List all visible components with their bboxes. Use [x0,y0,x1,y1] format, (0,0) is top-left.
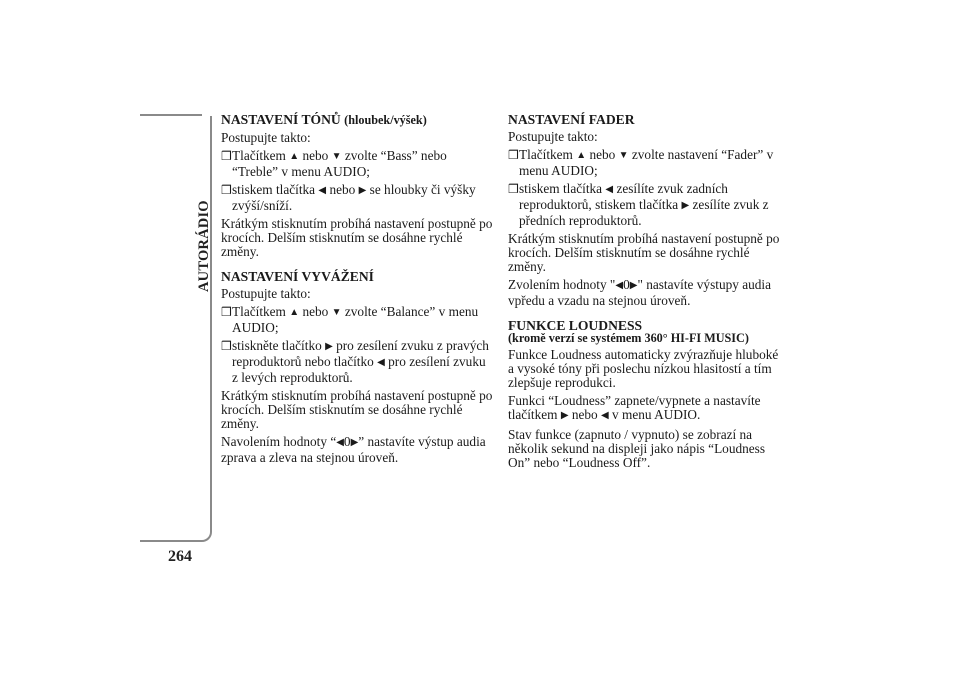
intro-text: Postupujte takto: [508,129,598,144]
checkbox-bullet-icon: ❒ [508,148,519,162]
checkbox-bullet-icon: ❒ [508,182,519,196]
checkbox-bullet-icon: ❒ [221,149,232,163]
section-title-loudness: FUNKCE LOUDNESS [508,318,643,333]
left-column [221,112,493,469]
body-paragraph: Navolením hodnoty “◀0▶” nastavíte výstup audia zprava a zleva na stejnou úroveň. [221,434,486,465]
checkbox-bullet-icon: ❒ [221,339,232,353]
down-arrow-icon: ▼ [331,307,342,318]
up-arrow-icon: ▲ [289,307,300,318]
left-arrow-icon: ◀ [377,357,385,368]
body-paragraph: Krátkým stisknutím probíhá nastavení postupně po krocích. Delším stisknutím se dosáhne rychlé změny. [508,231,780,274]
right-arrow-icon: ▶ [350,437,359,448]
left-arrow-icon: ◀ [318,185,327,196]
side-tab-border [140,116,212,542]
section-title-tone: NASTAVENÍ TÓNŮ (hloubek/výšek) [221,112,427,127]
body-paragraph: Zvolením hodnoty "◀0▶" nastavíte výstupy audia vpředu a vzadu na stejnou úroveň. [508,277,772,308]
right-arrow-icon: ▶ [681,200,690,211]
right-arrow-icon: ▶ [358,185,367,196]
up-arrow-icon: ▲ [289,151,300,162]
list-item: ❒ stiskněte tlačítko ▶ pro zesílení zvuku z pravých reproduktorů nebo tlačítko ◀ pro zesílení zvuku z levých reproduktorů. [221,338,489,385]
right-column [508,112,780,474]
left-arrow-icon: ◀ [615,280,624,291]
intro-text: Postupujte takto: [221,286,311,301]
left-arrow-icon: ◀ [601,410,609,421]
page-number: 264 [168,548,192,565]
list-item: ❒ Tlačítkem ▲ nebo ▼ zvolte nastavení “Fader” v menu AUDIO; [508,147,774,178]
checkbox-bullet-icon: ❒ [221,305,232,319]
right-arrow-icon: ▶ [629,280,638,291]
section-title-balance: NASTAVENÍ VYVÁŽENÍ [221,269,374,284]
body-paragraph: Stav funkce (zapnuto / vypnuto) se zobrazí na několik sekund na displeji jako nápis “Loudness On” nebo “Loudness Off”. [508,427,766,470]
section-title-fader: NASTAVENÍ FADER [508,112,635,127]
list-item: ❒ stiskem tlačítka ◀ zesílíte zvuk zadních reproduktorů, stiskem tlačítka ▶ zesílíte zvuk z předních reproduktorů. [508,181,769,228]
section-subtitle: (kromě verzí se systémem 360° HI-FI MUSIC) [508,331,749,345]
list-item: ❒ Tlačítkem ▲ nebo ▼ zvolte “Bass” nebo “Treble” v menu AUDIO; [221,148,447,179]
up-arrow-icon: ▲ [576,150,587,161]
body-paragraph: Funkce Loudness automaticky zvýrazňuje hluboké a vysoké tóny při poslechu nízkou hlasitostí a tím zlepšuje reprodukci. [508,347,779,390]
right-arrow-icon: ▶ [325,341,333,352]
list-item: ❒ Tlačítkem ▲ nebo ▼ zvolte “Balance” v menu AUDIO; [221,304,479,335]
down-arrow-icon: ▼ [331,151,342,162]
chapter-label: AUTORÁDIO [196,200,212,292]
list-item: ❒ stiskem tlačítka ◀ nebo ▶ se hloubky či výšky zvýší/sníží. [221,182,476,213]
body-paragraph: Funkci “Loudness” zapnete/vypnete a nastavíte tlačítkem ▶ nebo ◀ v menu AUDIO. [508,393,761,422]
right-arrow-icon: ▶ [560,410,569,421]
down-arrow-icon: ▼ [618,150,629,161]
body-paragraph: Krátkým stisknutím probíhá nastavení postupně po krocích. Delším stisknutím se dosáhne rychlé změny. [221,216,493,259]
body-paragraph: Krátkým stisknutím probíhá nastavení postupně po krocích. Delším stisknutím se dosáhne rychlé změny. [221,388,493,431]
left-arrow-icon: ◀ [336,437,344,448]
checkbox-bullet-icon: ❒ [221,183,232,197]
intro-text: Postupujte takto: [221,130,311,145]
left-arrow-icon: ◀ [605,184,614,195]
